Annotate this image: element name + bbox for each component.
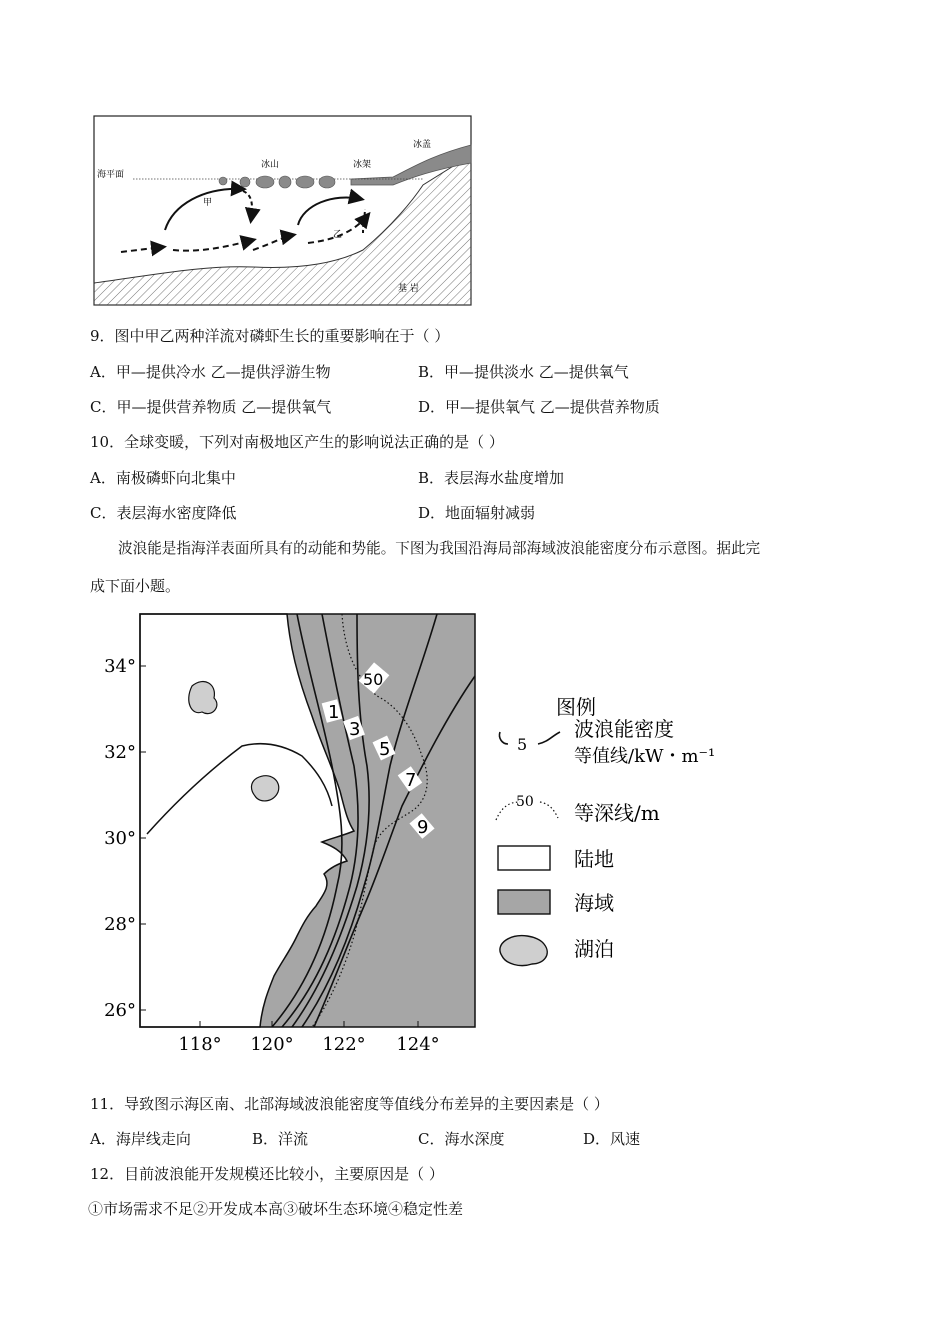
map-legend <box>496 695 715 966</box>
q10-option-d: D．地面辐射减弱 <box>418 504 536 522</box>
q9-option-b: B．甲—提供淡水 乙—提供氧气 <box>418 363 629 381</box>
intro-line-2: 成下面小题。 <box>90 577 181 595</box>
lat-label-28: 28° <box>104 914 136 935</box>
map-lake-hongze <box>189 682 217 714</box>
q10-stem: 10．全球变暖，下列对南极地区产生的影响说法正确的是（ ） <box>90 433 504 451</box>
legend-sea-text: 海域 <box>574 891 614 915</box>
legend-wave-sample: 5 <box>517 735 528 754</box>
legend-depth-line-right <box>540 802 558 818</box>
q9-stem: 9．图中甲乙两种洋流对磷虾生长的重要影响在于（ ） <box>90 327 450 345</box>
q9-option-c: C．甲—提供营养物质 乙—提供氧气 <box>90 398 332 416</box>
q9-option-a: A．甲—提供冷水 乙—提供浮游生物 <box>90 363 331 381</box>
lat-label-30: 30° <box>104 828 136 849</box>
lat-label-34: 34° <box>104 656 136 677</box>
map-lake-taihu <box>251 776 278 801</box>
svg-text:7: 7 <box>405 770 417 791</box>
q11-stem: 11．导致图示海区南、北部海域波浪能密度等值线分布差异的主要因素是（ ） <box>90 1095 609 1113</box>
legend-wave-text-1: 波浪能密度 <box>574 717 674 741</box>
legend-land-swatch <box>498 846 550 870</box>
legend-lake-swatch <box>500 936 547 966</box>
label-bedrock: 基 岩 <box>398 284 419 294</box>
q12-options: ①市场需求不足②开发成本高③破坏生态环境④稳定性差 <box>88 1200 464 1218</box>
q10-option-a: A．南极磷虾向北集中 <box>90 469 236 487</box>
figure-wave-energy-map <box>92 606 752 1056</box>
lat-label-26: 26° <box>104 1000 136 1021</box>
q11-option-c: C．海水深度 <box>418 1130 505 1148</box>
legend-wave-text-2: 等值线/kW・m⁻¹ <box>574 746 716 767</box>
q10-option-b: B．表层海水盐度增加 <box>418 469 565 487</box>
legend-depth-sample: 50 <box>516 794 534 810</box>
intro-line-1: 波浪能是指海洋表面所具有的动能和势能。下图为我国沿海局部海域波浪能密度分布示意图。据此完 <box>118 540 761 557</box>
lon-label-118: 118° <box>178 1034 222 1055</box>
q9-option-d: D．甲—提供氧气 乙—提供营养物质 <box>418 398 660 416</box>
svg-text:1: 1 <box>328 702 340 723</box>
label-sea-level: 海平面 <box>97 170 125 180</box>
legend-land-text: 陆地 <box>574 847 614 871</box>
legend-depth-text: 等深线/m <box>574 801 660 825</box>
legend-title: 图例 <box>556 695 596 719</box>
label-iceberg: 冰山 <box>261 160 280 170</box>
label-ice-shelf: 冰架 <box>353 160 372 170</box>
q11-option-a: A．海岸线走向 <box>90 1130 191 1148</box>
svg-text:3: 3 <box>349 719 361 740</box>
label-jia: 甲 <box>203 198 213 208</box>
lon-label-120: 120° <box>250 1034 294 1055</box>
q11-option-b: B．洋流 <box>252 1130 309 1148</box>
svg-text:5: 5 <box>379 739 391 760</box>
q10-option-c: C．表层海水密度降低 <box>90 504 237 522</box>
svg-text:9: 9 <box>417 817 429 838</box>
label-yi: 乙 <box>333 230 343 240</box>
lat-label-32: 32° <box>104 742 136 763</box>
legend-sea-swatch <box>498 890 550 914</box>
legend-wave-line-left <box>499 732 508 744</box>
figure-ice-shelf-diagram <box>93 115 473 307</box>
label-ice-cap: 冰盖 <box>413 140 432 150</box>
legend-wave-line-right <box>538 732 560 744</box>
lon-label-124: 124° <box>396 1034 440 1055</box>
lon-label-122: 122° <box>322 1034 366 1055</box>
svg-text:50: 50 <box>363 670 384 689</box>
q12-stem: 12．目前波浪能开发规模还比较小，主要原因是（ ） <box>90 1165 444 1183</box>
q11-option-d: D．风速 <box>583 1130 641 1148</box>
legend-lake-text: 湖泊 <box>574 937 614 961</box>
